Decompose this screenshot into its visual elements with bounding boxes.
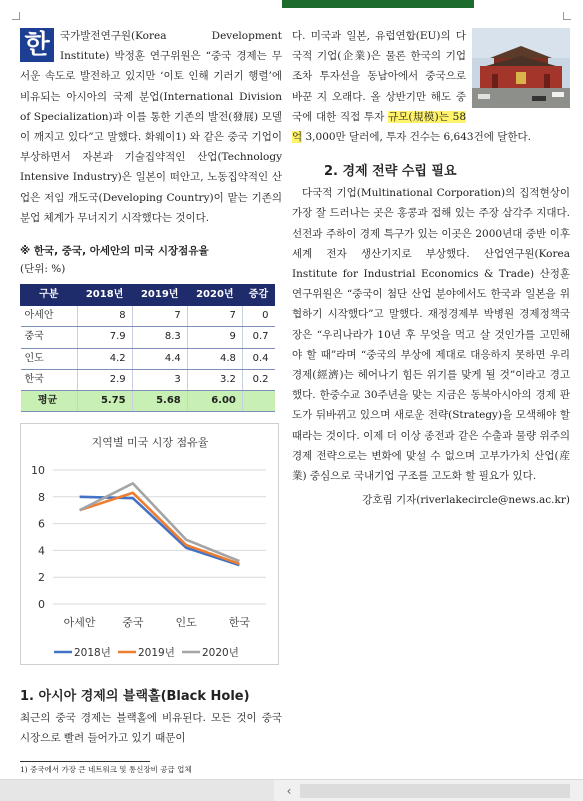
- table-cell: 9: [187, 327, 242, 348]
- byline: 강호림 기자(riverlakecircle@news.ac.kr): [362, 494, 570, 507]
- table-cell: 한국: [21, 369, 78, 390]
- table-row: [21, 306, 275, 327]
- table-cell: 5.75: [77, 391, 132, 412]
- table-cell: 중국: [21, 327, 78, 348]
- para-text: 다. 미국과 일본, 유럽연합(EU)의 다국적 기업(企業)은 물론 한국의 기업조차 투자선을 동남아에서 중국으로 바꾼 지 오래다. 올 상반기만 해도 중국에 대한 직접 투자: [292, 30, 466, 123]
- table-cell: 6.00: [187, 391, 242, 412]
- section-1: [20, 686, 282, 748]
- tiananmen-photo: [472, 28, 570, 108]
- para-text: 3,000만 달러에, 투자 건수는 6,643건에 달한다.: [302, 131, 531, 144]
- x-tick-label: 인도: [175, 616, 197, 629]
- table-cell: 4.4: [132, 348, 187, 369]
- section-heading-1[interactable]: 1. 아시아 경제의 블랙홀(Black Hole): [20, 689, 250, 704]
- table-cell: 3.2: [187, 369, 242, 390]
- table-unit: (단위: %): [20, 263, 66, 276]
- x-tick-label: 아세안: [63, 616, 96, 629]
- table-cell: [242, 391, 274, 412]
- page-corner-mark: [563, 12, 571, 20]
- table-cell: 7.9: [77, 327, 132, 348]
- legend-label: 2020년: [202, 647, 239, 659]
- table-header-row: [21, 285, 275, 306]
- header-color-bar: [282, 0, 474, 8]
- table-header-cell: 2019년: [132, 285, 187, 306]
- table-cell: 인도: [21, 348, 78, 369]
- chart-canvas: [21, 424, 280, 666]
- table-header-cell: 2018년: [77, 285, 132, 306]
- intro-paragraph[interactable]: [20, 26, 282, 228]
- market-share-table[interactable]: [20, 284, 275, 412]
- legend-label: 2019년: [138, 647, 175, 659]
- table-header-cell: 증감: [242, 285, 274, 306]
- table-cell: 7: [187, 306, 242, 327]
- y-tick-label: 4: [38, 544, 45, 558]
- highlighted-text: 규모(規模)는 58억: [292, 110, 466, 144]
- table-header-cell: 2020년: [187, 285, 242, 306]
- right-column: [292, 26, 570, 510]
- section-heading-2[interactable]: 2. 경제 전략 수립 필요: [324, 164, 457, 180]
- scrollbar-left-track: [0, 780, 274, 801]
- section-1-text[interactable]: 최근의 중국 경제는 블랙홀에 비유된다. 모든 것이 중국 시장으로 빨려 들어가고 있기 때문이: [20, 712, 282, 744]
- photo-image: [472, 28, 570, 108]
- table-average-row: [21, 391, 275, 412]
- table-cell: 8: [77, 306, 132, 327]
- table-cell: 4.2: [77, 348, 132, 369]
- table-cell: 8.3: [132, 327, 187, 348]
- intro-text: 국가발전연구원(Korea Development Institute) 박정훈 연구위원은 “중국 경제는 무서운 속도로 발전하고 있지만 ‘이토 인해 기러기 행렬’에 비유되는 아시아의 국제 분업(International Division of Specialization)과 이를 통한 기존의 발전(發展) 모델이 깨지고 있다”고 말했다. 화웨이1) 와 같은 중국 기업이 부상하면서 자본과 기술집약적인 산업(Technology Intensive Industry)은 일본이 떠안고, 노동집약적인 산업은 저임 개도국(Developing Country)이 맡는 기존의 분업 체계가 무너지기 시작했다는 것이다.: [20, 30, 282, 224]
- table-cell: 7: [132, 306, 187, 327]
- table-cell: 0.2: [242, 369, 274, 390]
- page-corner-mark: [12, 12, 20, 20]
- x-tick-label: 한국: [228, 616, 251, 629]
- table-cell: 0.7: [242, 327, 274, 348]
- table-cell: 3: [132, 369, 187, 390]
- table-cell: 4.8: [187, 348, 242, 369]
- series-line-2019년: [80, 493, 240, 564]
- chart-title: 지역별 미국 시장 점유율: [91, 436, 209, 449]
- dropcap-letter: 한: [20, 28, 54, 62]
- y-tick-label: 2: [38, 571, 45, 585]
- section-2-text[interactable]: 다국적 기업(Multinational Corporation)의 집적현상이 가장 잘 드러나는 곳은 홍콩과 접해 있는 주장 삼각주 지대다. 선전과 주하이 경제 특구가 있는 이곳은 2000년대 중반 이후 세계 전자 생산기지로 부상했다. 산업연구원(Korea Institute for Industrial Economics & Trade) 산정훈 연구위원은 “중국이 첨단 산업 분야에서도 한국과 일본을 위협하기 시작했다”고 말했다. 재정경제부 박병원 경제정책국장은 “우리나라가 10년 후 무엇을 먹고 살 것인가를 고민해야 할 때”라며 “중국의 부상에 제대로 대응하지 못하면 우리 경제(經濟)는 헤어나기 힘든 위기를 맞게 될 것”이라고 경고했다. 한중수교 30주년을 맞는 지금은 동북아시아의 경제 판도가 뒤바뀌고 있으며 새로운 전략(Strategy)을 모색해야 할 때라는 것이다. 이제 더 이상 종전과 같은 수출과 물량 위주의 경제 전략으로는 변화에 맞설 수 없으며 고부가가치 산업(産業) 중심으로 국내기업 구조를 고도화 할 필요가 있다.: [292, 187, 570, 483]
- footnote: 1) 중국에서 가장 큰 네트워크 및 통신장비 공급 업체: [20, 765, 192, 774]
- scroll-left-icon[interactable]: ‹: [286, 784, 292, 798]
- y-tick-label: 0: [38, 598, 45, 611]
- table-cell: 0: [242, 306, 274, 327]
- table-cell: 아세안: [21, 306, 78, 327]
- x-tick-label: 중국: [122, 616, 144, 629]
- table-row: [21, 327, 275, 348]
- horizontal-scrollbar[interactable]: [0, 779, 583, 801]
- table-cell: 0.4: [242, 348, 274, 369]
- table-header-cell: 구분: [21, 285, 78, 306]
- y-tick-label: 10: [31, 464, 45, 477]
- table-cell: 5.68: [132, 391, 187, 412]
- line-chart[interactable]: [20, 423, 279, 665]
- legend-label: 2018년: [74, 647, 111, 659]
- scrollbar-thumb[interactable]: [300, 784, 570, 798]
- table-title: ※ 한국, 중국, 아세안의 미국 시장점유율: [20, 245, 209, 258]
- footnote-divider: [20, 761, 150, 762]
- y-tick-label: 6: [38, 517, 45, 531]
- table-cell: 평균: [21, 391, 78, 412]
- table-row: [21, 348, 275, 369]
- table-row: [21, 369, 275, 390]
- y-tick-label: 8: [38, 490, 45, 504]
- left-column: [20, 26, 282, 412]
- table-cell: 2.9: [77, 369, 132, 390]
